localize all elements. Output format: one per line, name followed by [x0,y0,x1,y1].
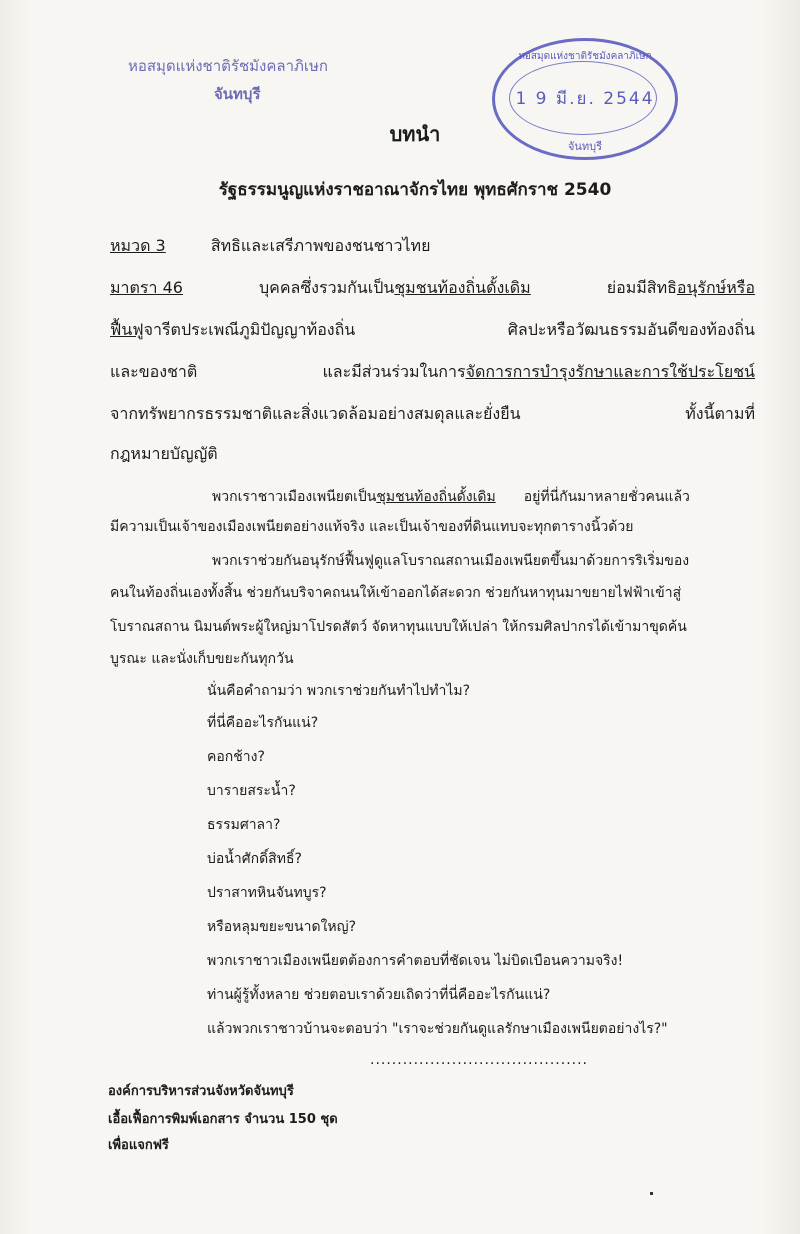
question-line: ธรรมศาลา? [207,817,281,833]
para1-line-1 [212,486,690,508]
footer-print-note: เอื้อเฟื้อการพิมพ์เอกสาร จำนวน 150 ชุด [108,1112,338,1127]
date-stamp-bottom-text: จันทบุรี [567,140,603,153]
question-line: ที่นี่คืออะไรกันแน่? [207,715,319,731]
library-stamp [128,52,378,108]
question-line: ปราสาทหินจันทบูร? [207,885,327,901]
date-stamp-top-text: หอสมุดแห่งชาติรัชมังคลาภิเษก [518,51,652,62]
date-stamp-date: 1 9 มี.ย. 2544 [515,89,655,109]
chapter-label: หมวด 3 [110,236,166,255]
section-underlined: ชุมชนท้องถิ่นดั้งเดิม [394,278,531,297]
para-text: พวกเราชาวเมืองเพนียตเป็น [212,489,377,505]
question-line: บารายสระน้ำ? [207,783,296,799]
para2-line-3: โบราณสถาน นิมนต์พระผู้ใหญ่มาโปรดสัตว์ จัดหาทุนแบบให้เปล่า ให้กรมศิลปากรได้เข้ามาขุดค้น [110,619,687,635]
section-text: ศิลปะหรือวัฒนธรรมอันดีของท้องถิ่น [507,320,755,339]
question-line: บ่อน้ำศักดิ์สิทธิ์? [207,851,302,867]
section-line-1 [110,276,755,301]
document-title: บทนำ [389,122,441,146]
footer-organization: องค์การบริหารส่วนจังหวัดจันทบุรี [108,1084,294,1099]
chapter-heading [110,234,430,259]
section-text: จารีตประเพณีภูมิปัญญาท้องถิ่น [143,320,356,339]
question-line: พวกเราชาวเมืองเพนียตต้องการคำตอบที่ชัดเจน ไม่บิดเบือนความจริง! [207,953,624,969]
question-line: แล้วพวกเราชาวบ้านจะตอบว่า "เราจะช่วยกันดูแลรักษาเมืองเพนียตอย่างไร?" [207,1021,668,1037]
question-line: คอกช้าง? [207,749,265,765]
para2-line-2: คนในท้องถิ่นเองทั้งสิ้น ช่วยกันบริจาคถนนให้เข้าออกได้สะดวก ช่วยกันหาทุนมาขยายไฟฟ้าเข้าสู่ [110,585,682,601]
para2-line-1: พวกเราช่วยกันอนุรักษ์ฟื้นฟูดูแลโบราณสถานเมืองเพนียตขึ้นมาด้วยการริเริ่มของ [212,553,690,569]
chapter-text: สิทธิและเสรีภาพของชนชาวไทย [210,236,431,255]
section-text: บุคคลซึ่งรวมกันเป็น [258,278,395,297]
section-text: ทั้งนี้ตามที่ [685,404,755,423]
section-label: มาตรา 46 [110,278,183,297]
library-stamp-line2: จันทบุรี [214,85,261,103]
ink-mark [650,1192,653,1195]
section-line-5: กฎหมายบัญญัติ [110,444,218,463]
footer-free-note: เพื่อแจกฟรี [108,1138,169,1153]
section-underlined: ฟื้นฟู [110,320,144,339]
section-underlined: จัดการการบำรุงรักษาและการใช้ประโยชน์ [465,362,755,381]
section-text: จากทรัพยากรธรรมชาติและสิ่งแวดล้อมอย่างสมดุลและยั่งยืน [110,404,521,423]
section-text: และมีส่วนร่วมในการ [322,362,466,381]
dotted-separator: ........................................ [370,1052,589,1068]
library-stamp-line1: หอสมุดแห่งชาติรัชมังคลาภิเษก [128,57,328,75]
question-line: ท่านผู้รู้ทั้งหลาย ช่วยตอบเราด้วยเถิดว่าที่นี่คืออะไรกันแน่? [207,987,551,1003]
section-underlined: อนุรักษ์หรือ [676,278,755,297]
para1-line-2: มีความเป็นเจ้าของเมืองเพนียตอย่างแท้จริง และเป็นเจ้าของที่ดินแทบจะทุกตารางนิ้วด้วย [110,519,634,535]
document-subtitle: รัฐธรรมนูญแห่งราชอาณาจักรไทย พุทธศักราช 2540 [218,180,612,200]
section-text: และของชาติ [110,362,198,381]
question-line: หรือหลุมขยะขนาดใหญ่? [207,919,357,935]
para-text: อยู่ที่นี่กันมาหลายชั่วคนแล้ว [523,489,690,505]
section-text: ย่อมมีสิทธิ [606,278,677,297]
question-line: นั่นคือคำถามว่า พวกเราช่วยกันทำไปทำไม? [207,683,471,699]
para2-line-4: บูรณะ และนั่งเก็บขยะกันทุกวัน [110,651,294,667]
section-line-3 [110,360,755,385]
section-line-2 [110,318,755,343]
section-line-4 [110,402,755,427]
para-underlined: ชุมชนท้องถิ่นดั้งเดิม [376,489,496,505]
